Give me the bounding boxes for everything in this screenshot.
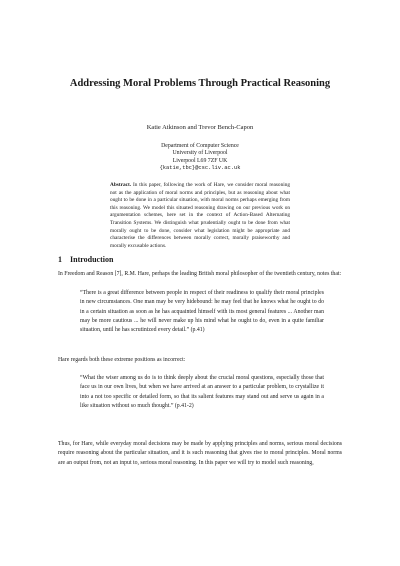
section-title: Introduction bbox=[70, 255, 114, 264]
affiliation-university: University of Liverpool bbox=[172, 150, 228, 157]
affiliation-address: Liverpool L69 7ZF UK bbox=[172, 157, 228, 164]
section-number: 1 bbox=[58, 255, 62, 264]
affiliation-department: Department of Computer Science bbox=[161, 143, 239, 149]
abstract-text: In this paper, following the work of Hare, we consider moral reasoning not as the application of moral norms and principles, but as reasoning about what ought to be done in a particular situation, with moral norms perhaps emerging from this reasoning. We model this situated reasoning drawing on our previous work on argumentation schemes, here set in the context of Action-Based Alternating Transition Systems. We distinguish what prudentially ought to be done from what morally ought to be done, consider what legislation might be appropriate and characterise the differences between morally correct, morally praiseworthy and morally excusable actions. bbox=[110, 182, 291, 249]
section-heading bbox=[58, 255, 113, 264]
abstract-label: Abstract. bbox=[110, 182, 132, 188]
affiliation-email: {katie,tbc}@csc.liv.ac.uk bbox=[159, 165, 241, 172]
paragraph-1: In Freedom and Reason [7], R.M. Hare, perhaps the leading British moral philosopher of the twentieth century, notes that: bbox=[58, 271, 342, 277]
paper-title: Addressing Moral Problems Through Practical Reasoning bbox=[69, 78, 331, 89]
abstract bbox=[110, 182, 290, 250]
block-quote-1: “There is a great difference between people in respect of their readiness to qualify their moral principles in new circumstances. One man may be very hidebound: he may feel that he knows what he ought to do in a certain situation as soon as he has acquainted himself with its most general features ... Another man may be more cautious ... he will never make up his mind what he ought to do, even in a quite familiar situation, until he has scrutinized every detail.” (p.41) bbox=[80, 290, 324, 334]
paragraph-2: Hare regards both these extreme positions as incorrect: bbox=[58, 357, 186, 363]
block-quote-2: “What the wiser among us do is to think deeply about the crucial moral questions, especially those that face us in our own lives, but when we have arrived at an answer to a particular problem, to crystallize it into a not too specific or detailed form, so that its salient features may stand out and serve us again in a like situation without so much thought.” (p.41-2) bbox=[80, 375, 324, 409]
paragraph-3: Thus, for Hare, while everyday moral decisions may be made by applying principles and norms, serious moral decisions require reasoning about the particular situation, and it is such reasoning that gives rise to moral principles. Moral norms are an output from, not an input to, serious moral reasoning. In this paper we will try to model such reasoning, bbox=[58, 441, 342, 466]
paper-authors: Katie Atkinson and Trevor Bench-Capon bbox=[146, 124, 254, 131]
affiliation-block bbox=[100, 143, 300, 173]
